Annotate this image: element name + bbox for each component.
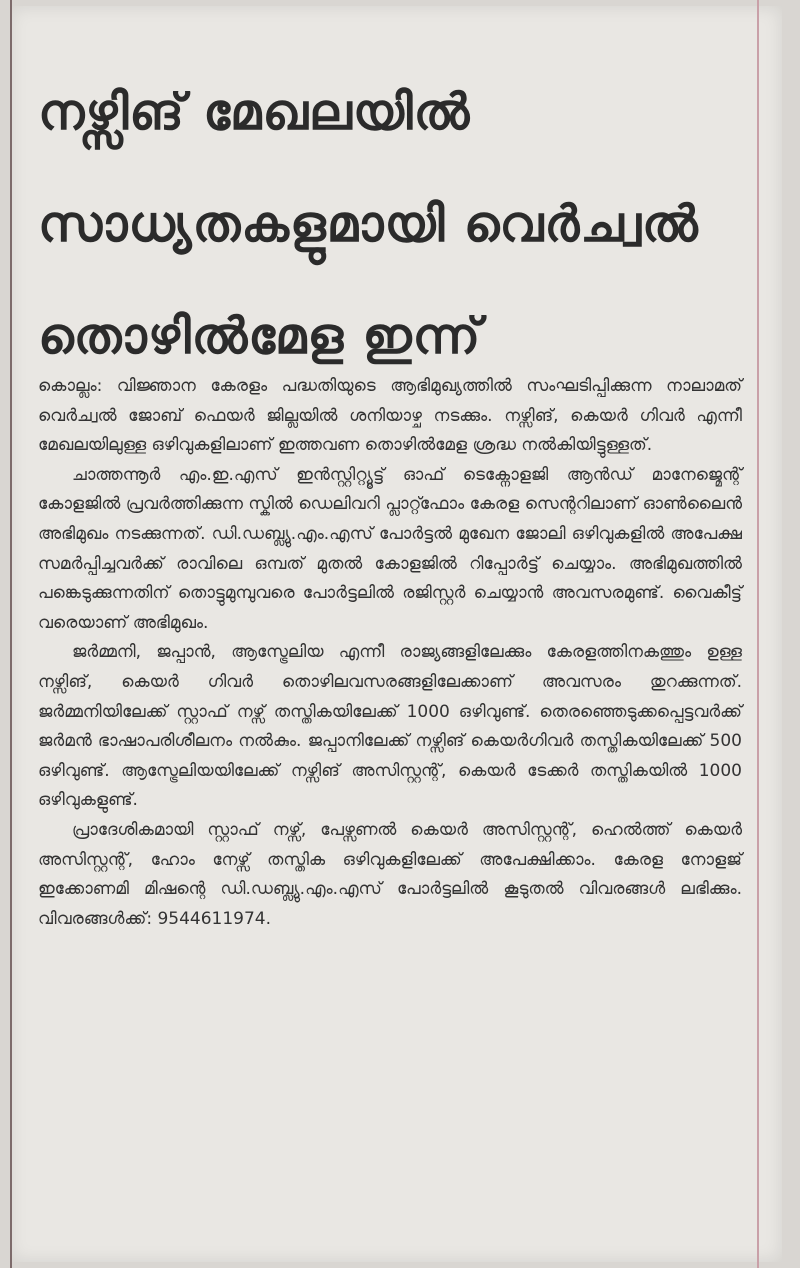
headline-line-1: നഴ്സിങ് മേഖലയിൽ — [38, 83, 471, 141]
article-body — [38, 372, 742, 934]
column-rule-right — [757, 0, 759, 1268]
headline — [38, 56, 738, 392]
headline-line-2: സാധ്യതകളുമായി വെർച്വൽ — [38, 195, 699, 253]
paragraph-2: ചാത്തന്നൂർ എം.ഇ.എസ് ഇൻസ്റ്റിറ്റ്യൂട്ട് ഓഫ് ടെക്നോളജി ആൻഡ് മാനേജ്മെന്റ് കോളജിൽ പ്രവർത്തിക്കുന്ന സ്കിൽ ഡെലിവറി പ്ലാറ്റ്ഫോം കേരള സെന്ററിലാണ് ഓൺലൈൻ അഭിമുഖം നടക്കുന്നത്. ഡി.ഡബ്ല്യു.എം.എസ് പോർട്ടൽ മുഖേന ജോലി ഒഴിവുകളിൽ അപേക്ഷ സമർപ്പിച്ചവർക്ക് രാവിലെ ഒമ്പത് മുതൽ കോളജിൽ റിപ്പോർട്ട് ചെയ്യാം. അഭിമുഖത്തിൽ പങ്കെടുക്കുന്നതിന് തൊട്ടുമുമ്പുവരെ പോർട്ടലിൽ രജിസ്റ്റർ ചെയ്യാൻ അവസരമുണ്ട്. വൈകീട്ട് വരെയാണ് അഭിമുഖം. — [38, 464, 742, 633]
paragraph-4: പ്രാദേശികമായി സ്റ്റാഫ് നഴ്സ്, പേഴ്സണൽ കെയർ അസിസ്റ്റന്റ്, ഹെൽത്ത് കെയർ അസിസ്റ്റന്റ്, ഹോം നേഴ്സ് തസ്തിക ഒഴിവുകളിലേക്ക് അപേക്ഷിക്കാം. കേരള നോളജ് ഇക്കോണമി മിഷന്റെ ഡി.ഡബ്ല്യു.എം.എസ് പോർട്ടലിൽ കൂടുതൽ വിവരങ്ങൾ ലഭിക്കും. വിവരങ്ങൾക്ക്: 9544611974. — [38, 819, 742, 929]
paragraph-1: കൊല്ലം: വിജ്ഞാന കേരളം പദ്ധതിയുടെ ആഭിമുഖ്യത്തിൽ സംഘടിപ്പിക്കുന്ന നാലാമത് വെർച്വൽ ജോബ് ഫെയർ ജില്ലയിൽ ശനിയാഴ്ച നടക്കും. നഴ്സിങ്, കെയർ ഗിവർ എന്നീ മേഖലയിലുള്ള ഒഴിവുകളിലാണ് ഇത്തവണ തൊഴിൽമേള ശ്രദ്ധ നൽകിയിട്ടുള്ളത്. — [38, 376, 742, 456]
column-rule-left — [10, 0, 12, 1268]
headline-line-3: തൊഴിൽമേള ഇന്ന് — [38, 307, 482, 365]
paragraph-3: ജർമ്മനി, ജപ്പാൻ, ആസ്ട്രേലിയ എന്നീ രാജ്യങ്ങളിലേക്കും കേരളത്തിനകത്തും ഉള്ള നഴ്സിങ്, കെയർ ഗിവർ തൊഴിലവസരങ്ങളിലേക്കാണ് അവസരം തുറക്കുന്നത്. ജർമ്മനിയിലേക്ക് സ്റ്റാഫ് നഴ്സ് തസ്തികയിലേക്ക് 1000 ഒഴിവുണ്ട്. തെരഞ്ഞെടുക്കപ്പെട്ടവർക്ക് ജർമൻ ഭാഷാപരിശീലനം നൽകും. ജപ്പാനിലേക്ക് നഴ്സിങ് കെയർഗിവർ തസ്തികയിലേക്ക് 500 ഒഴിവുണ്ട്. ആസ്ട്രേലിയയിലേക്ക് നഴ്സിങ് അസിസ്റ്റന്റ്, കെയർ ടേക്കർ തസ്തികയിൽ 1000 ഒഴിവുകളുണ്ട്. — [38, 642, 742, 811]
